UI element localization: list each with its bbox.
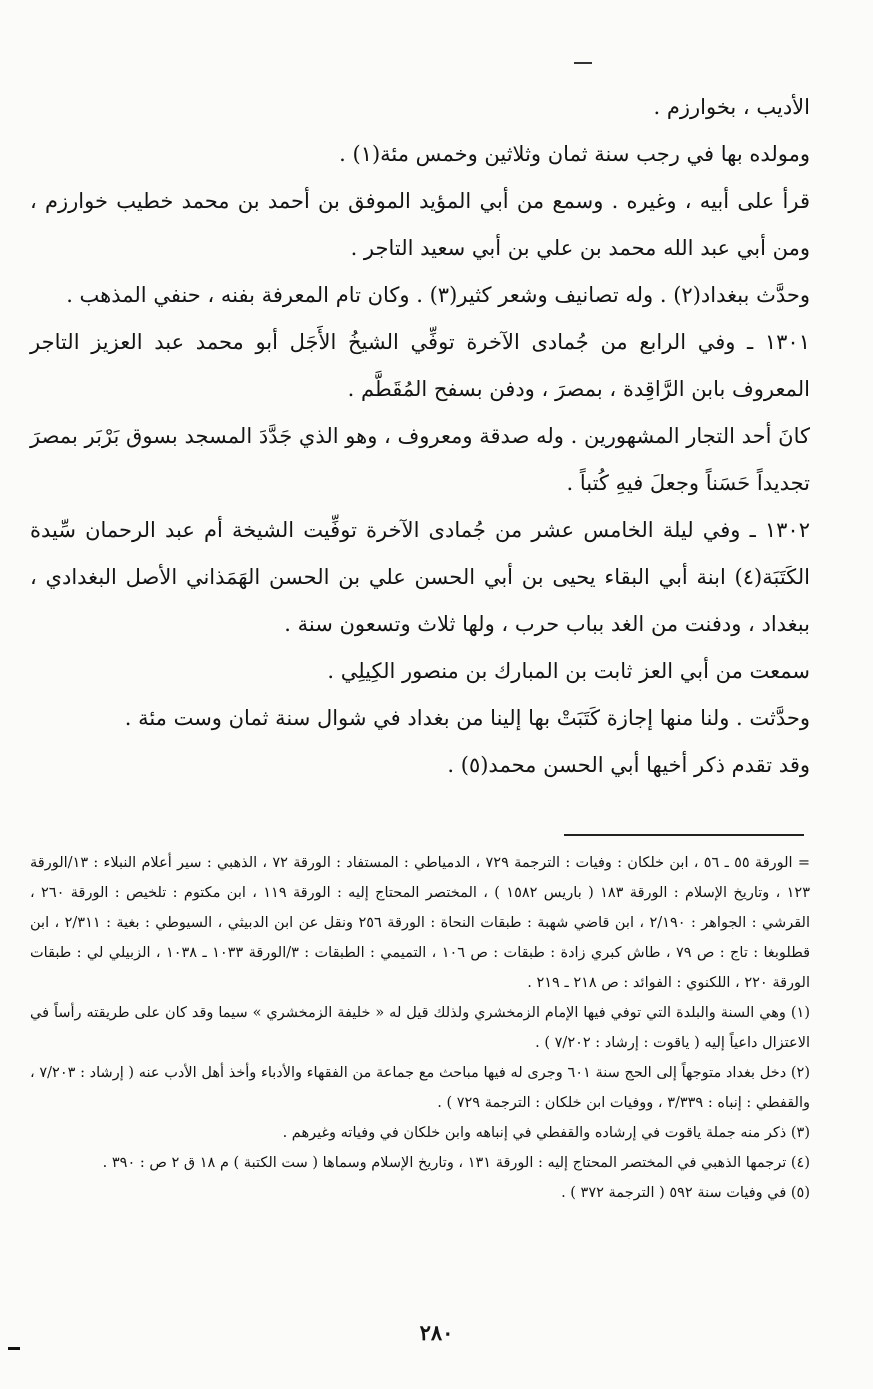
main-paragraph: كانَ أحد التجار المشهورين . وله صدقة ومعروف ، وهو الذي جَدَّدَ المسجد بسوق بَرْبَر بمصرَ تجديداً حَسَناً وجعلَ فيهِ كُتباً . xyxy=(30,424,810,495)
main-paragraph: ومولده بها في رجب سنة ثمان وثلاثين وخمس مئة(١) . xyxy=(339,142,810,166)
main-paragraph: وحدَّثت . ولنا منها إجازة كَتَبَتْ بها إلينا من بغداد في شوال سنة ثمان وست مئة . xyxy=(124,706,810,730)
header-mark xyxy=(574,62,592,64)
footnote-3: (٣) ذكر منه جملة ياقوت في إرشاده والقفطي في إنباهه وابن خلكان في وفياته وغيرهم . xyxy=(282,1125,810,1141)
main-paragraph: الأديب ، بخوارزم . xyxy=(653,95,810,119)
footnotes xyxy=(30,848,810,1208)
page-number: ٢٨٠ xyxy=(419,1320,454,1345)
footnote-separator xyxy=(564,834,804,836)
corner-mark xyxy=(8,1347,20,1350)
footnote-2: (٢) دخل بغداد متوجهاً إلى الحج سنة ٦٠١ وجرى له فيها مباحث مع جماعة من الفقهاء والأدباء وأخذ أهل الأدب عنه ( إرشاد : ٧/٢٠٣ ، والقفطي : إنباه : ٣/٣٣٩ ، ووفيات ابن خلكان : الترجمة ٧٢٩ ) . xyxy=(30,1065,810,1111)
main-paragraph: سمعت من أبي العز ثابت بن المبارك بن منصور الكِيلِي . xyxy=(327,659,810,683)
footnote-continued: = الورقة ٥٥ ـ ٥٦ ، ابن خلكان : وفيات : الترجمة ٧٢٩ ، الدمياطي : المستفاد : الورقة ٧٢ ، الذهبي : سير أعلام النبلاء : ١٣/الورقة ١٢٣ ، وتاريخ الإسلام : الورقة ١٨٣ ( باريس ١٥٨٢ ) ، المختصر المحتاج إليه : الورقة ١١٩ ، ابن مكتوم : تلخيص : الورقة ٢٦٠ ، القرشي : الجواهر : ٢/١٩٠ ، ابن قاضي شهبة : طبقات النحاة : الورقة ٢٥٦ ونقل عن ابن الدبيثي ، السيوطي : بغية : ٢/٣١١ ، ابن قطلوبغا : تاج : ص ٧٩ ، طاش كبري زادة : طبقات : ص ١٠٦ ، التميمي : الطبقات : ٣/الورقة ١٠٣٣ ـ ١٠٣٨ ، الزبيلي لي : طبقات الورقة ٢٢٠ ، اللكنوي : الفوائد : ص ٢١٨ ـ ٢١٩ . xyxy=(30,855,811,991)
main-paragraph: قرأ على أبيه ، وغيره . وسمع من أبي المؤيد الموفق بن أحمد بن محمد خطيب خوارزم ، ومن أبي عبد الله محمد بن علي بن أبي سعيد التاجر . xyxy=(30,189,810,260)
main-text xyxy=(30,84,810,789)
main-paragraph: وقد تقدم ذكر أخيها أبي الحسن محمد(٥) . xyxy=(447,753,810,777)
footnote-1: (١) وهي السنة والبلدة التي توفي فيها الإمام الزمخشري ولذلك قيل له « خليفة الزمخشري » سيما وقد كان على طريقته رأساً في الاعتزال داعياً إليه ( ياقوت : إرشاد : ٧/٢٠٢ ) . xyxy=(30,1005,810,1051)
main-paragraph: وحدَّث ببغداد(٢) . وله تصانيف وشعر كثير(٣) . وكان تام المعرفة بفنه ، حنفي المذهب . xyxy=(66,283,810,307)
entry-1302: ١٣٠٢ ـ وفي ليلة الخامس عشر من جُمادى الآخرة توفِّيت الشيخة أم عبد الرحمان سِّيدة الكَتَبَة(٤) ابنة أبي البقاء يحيى بن أبي الحسن علي بن الحسن الهَمَذاني الأصل البغدادي ، ببغداد ، ودفنت من الغد بباب حرب ، ولها ثلاث وتسعون سنة . xyxy=(30,518,810,636)
footnote-4: (٤) ترجمها الذهبي في المختصر المحتاج إليه : الورقة ١٣١ ، وتاريخ الإسلام وسماها ( ست الكتبة ) م ١٨ ق ٢ ص : ٣٩٠ . xyxy=(102,1155,810,1171)
entry-1301: ١٣٠١ ـ وفي الرابع من جُمادى الآخرة توفِّي الشيخُ الأَجَل أبو محمد عبد العزيز التاجر المعروف بابن الرَّاقِدة ، بمصرَ ، ودفن بسفح المُقَطَّم . xyxy=(30,330,810,401)
footnote-5: (٥) في وفيات سنة ٥٩٢ ( الترجمة ٣٧٢ ) . xyxy=(561,1185,810,1201)
